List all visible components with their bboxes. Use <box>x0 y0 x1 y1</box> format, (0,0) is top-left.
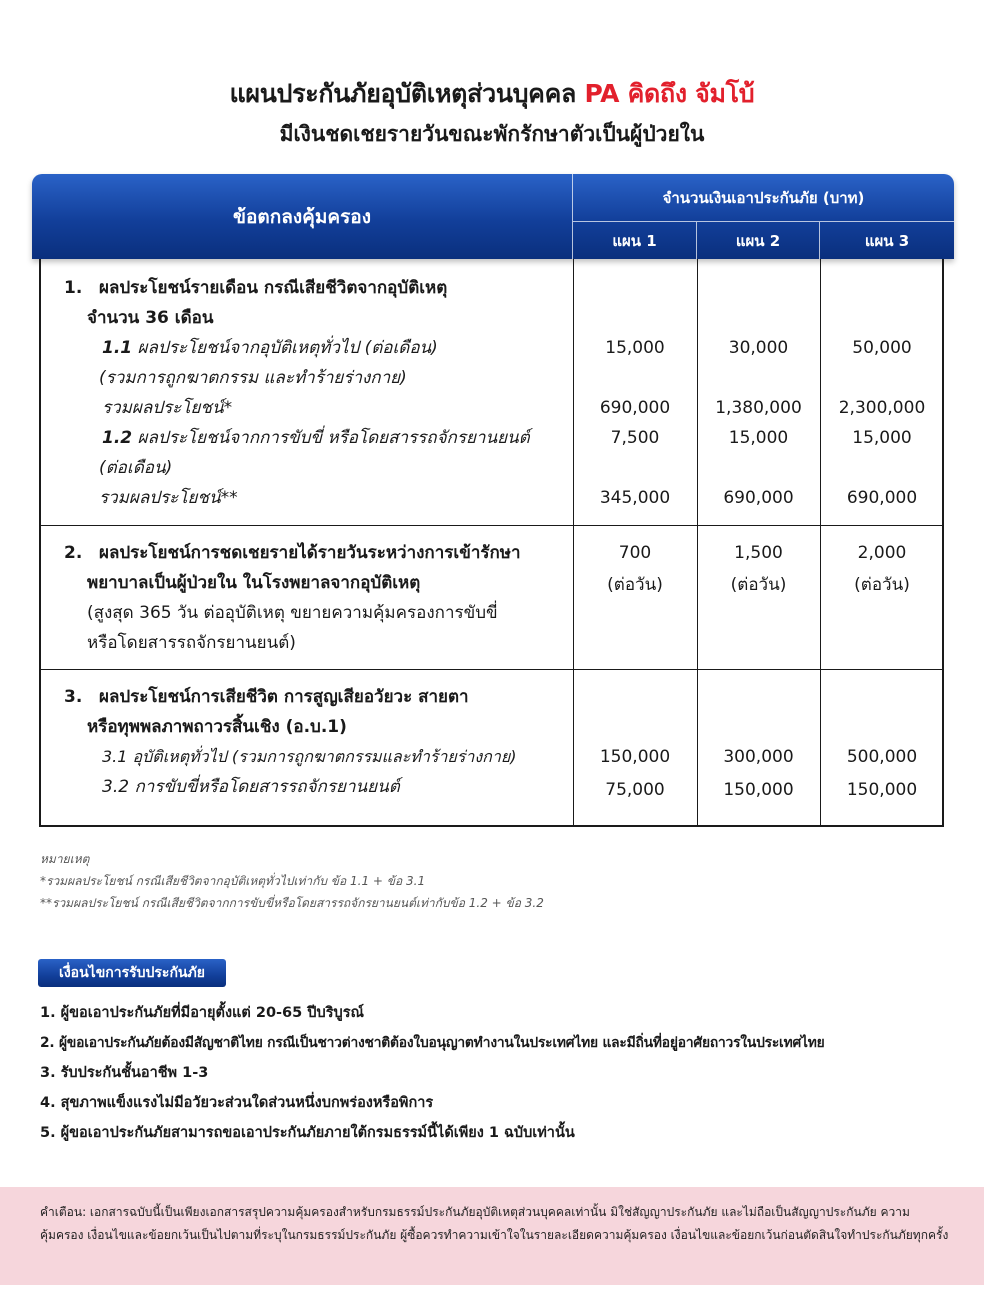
row3-sub1-plan1: 150,000 <box>599 747 671 767</box>
row1-sub2-total-plan1: 345,000 <box>599 488 671 508</box>
row1-sub1-line2: (รวมการถูกฆาตกรรม และทำร้ายร่างกาย) <box>99 368 407 388</box>
row1-sub2-plan3: 15,000 <box>852 428 912 448</box>
row1-sub1-plan1: 15,000 <box>605 338 665 358</box>
row1-sub1-total-plan3: 2,300,000 <box>838 398 926 418</box>
row1-sub2-plan1: 7,500 <box>610 428 660 448</box>
row3-number: 3. <box>64 687 83 707</box>
condition-item: 3. รับประกันชั้นอาชีพ 1-3 <box>40 1065 209 1081</box>
header-plan-2: แผน 2 <box>697 222 820 259</box>
coverage-table-header <box>32 174 954 259</box>
row2-plan2: 1,500 <box>734 543 783 563</box>
footnote-2: **รวมผลประโยชน์ กรณีเสียชีวิตจากการขับขี่หรือโดยสารรถจักรยานยนต์เท่ากับข้อ 1.2 + ข้อ 3.2 <box>40 896 544 910</box>
title-accent: PA คิดถึง จัมโบ้ <box>584 79 755 108</box>
row-divider <box>41 525 942 526</box>
row3-sub2-plan3: 150,000 <box>846 780 918 800</box>
row3-sub2: 3.2 การขับขี่หรือโดยสารรถจักรยานยนต์ <box>102 777 400 797</box>
row1-sub2-line1: ผลประโยชน์จากการขับขี่ หรือโดยสารรถจักรยานยนต์ <box>132 428 530 448</box>
footnotes-heading: หมายเหตุ <box>40 852 90 866</box>
row1-sub2-number: 1.2 <box>102 428 133 448</box>
row2-number: 2. <box>64 543 83 563</box>
row3-sub2-plan2: 150,000 <box>723 780 794 800</box>
row2-title-line1: ผลประโยชน์การชดเชยรายได้รายวันระหว่างการเข้ารักษา <box>99 543 521 563</box>
conditions-list <box>40 998 825 1148</box>
header-plan-1: แผน 1 <box>573 222 697 259</box>
row1-sub2-total-plan3: 690,000 <box>846 488 918 508</box>
row1-sub1-line1: ผลประโยชน์จากอุบัติเหตุทั่วไป (ต่อเดือน) <box>132 338 438 358</box>
row1-sub1-plan3: 50,000 <box>852 338 912 358</box>
row1-number: 1. <box>64 278 83 298</box>
row1-title-line2: จำนวน 36 เดือน <box>87 308 214 328</box>
row2-plan3-unit: (ต่อวัน) <box>854 575 910 595</box>
row1-sub2 <box>102 426 530 450</box>
row1-sub2-total-plan2: 690,000 <box>723 488 794 508</box>
warning-text: คำเตือน: เอกสารฉบับนี้เป็นเพียงเอกสารสรุปความคุ้มครองสำหรับกรมธรรม์ประกันภัยอุบัติเหตุส่วนบุคคลเท่านั้น มิใช่สัญญาประกันภัย และไม่ถือเป็นสัญญาประกันภัย ความคุ้มครอง เงื่อนไขและข้อยกเว้นเป็นไปตามที่ระบุในกรมธรรม์ประกันภัย ผู้ซื้อควรทำความเข้าใจในรายละเอียดความคุ้มครอง เงื่อนไขและข้อยกเว้นก่อนตัดสินใจทำประกันภัยทุกครั้ง <box>40 1205 949 1242</box>
row1-sub2-plan2: 15,000 <box>728 428 789 448</box>
row3-title-line2: หรือทุพพลภาพถาวรสิ้นเชิง (อ.บ.1) <box>87 717 347 737</box>
title-main: แผนประกันภัยอุบัติเหตุส่วนบุคคล <box>229 79 585 108</box>
row1-sub1-total-label: รวมผลประโยชน์* <box>102 398 233 418</box>
footnote-1: *รวมผลประโยชน์ กรณีเสียชีวิตจากอุบัติเหตุทั่วไปเท่ากับ ข้อ 1.1 + ข้อ 3.1 <box>40 874 426 888</box>
row3-title-line1: ผลประโยชน์การเสียชีวิต การสูญเสียอวัยวะ สายตา <box>99 687 469 707</box>
row1-sub1-plan2: 30,000 <box>728 338 789 358</box>
page-title <box>0 74 984 114</box>
row3-sub1: 3.1 อุบัติเหตุทั่วไป (รวมการถูกฆาตกรรมและทำร้ายร่างกาย) <box>102 747 517 766</box>
header-sum-insured: จำนวนเงินเอาประกันภัย (บาท) <box>573 174 954 222</box>
row2-plan2-unit: (ต่อวัน) <box>730 575 787 595</box>
row2-plan1-unit: (ต่อวัน) <box>607 575 663 595</box>
page-subtitle: มีเงินชดเชยรายวันขณะพักรักษาตัวเป็นผู้ป่วยใน <box>279 122 705 146</box>
warning-box <box>0 1187 984 1285</box>
row3-sub1-plan2: 300,000 <box>723 747 794 767</box>
row1-sub1 <box>102 336 438 360</box>
coverage-table-body <box>39 259 944 827</box>
row1-sub2-total-label: รวมผลประโยชน์** <box>99 488 238 508</box>
row1-sub1-total-plan1: 690,000 <box>599 398 671 418</box>
row1-title-line1: ผลประโยชน์รายเดือน กรณีเสียชีวิตจากอุบัติเหตุ <box>99 278 448 298</box>
conditions-badge: เงื่อนไขการรับประกันภัย <box>38 959 226 987</box>
row3-sub1-plan3: 500,000 <box>846 747 918 767</box>
row-divider <box>41 669 942 670</box>
row1-sub1-number: 1.1 <box>102 338 133 358</box>
row2-note-line1: (สูงสุด 365 วัน ต่ออุบัติเหตุ ขยายความคุ้มครองการขับขี่ <box>87 603 498 623</box>
row2-note-line2: หรือโดยสารรถจักรยานยนต์) <box>87 633 296 653</box>
row2-plan3: 2,000 <box>857 543 907 563</box>
condition-item: 2. ผู้ขอเอาประกันภัยต้องมีสัญชาติไทย กรณีเป็นชาวต่างชาติต้องใบอนุญาตทำงานในประเทศไทย และมีถิ่นที่อยู่อาศัยถาวรในประเทศไทย <box>40 1035 825 1051</box>
header-coverage: ข้อตกลงคุ้มครอง <box>32 174 573 259</box>
row3-sub2-plan1: 75,000 <box>605 780 665 800</box>
condition-item: 5. ผู้ขอเอาประกันภัยสามารถขอเอาประกันภัยภายใต้กรมธรรม์นี้ได้เพียง 1 ฉบับเท่านั้น <box>40 1125 575 1141</box>
footnotes <box>40 848 544 914</box>
condition-item: 4. สุขภาพแข็งแรงไม่มีอวัยวะส่วนใดส่วนหนึ่งบกพร่องหรือพิการ <box>40 1095 434 1111</box>
row2-title-line2: พยาบาลเป็นผู้ป่วยใน ในโรงพยาลจากอุบัติเหตุ <box>87 573 421 593</box>
row1-sub2-line2: (ต่อเดือน) <box>99 458 173 478</box>
row2-plan1: 700 <box>618 543 652 563</box>
header-plan-3: แผน 3 <box>864 231 910 250</box>
condition-item: 1. ผู้ขอเอาประกันภัยที่มีอายุตั้งแต่ 20-65 ปีบริบูรณ์ <box>40 1005 364 1021</box>
row1-sub1-total-plan2: 1,380,000 <box>715 398 802 418</box>
